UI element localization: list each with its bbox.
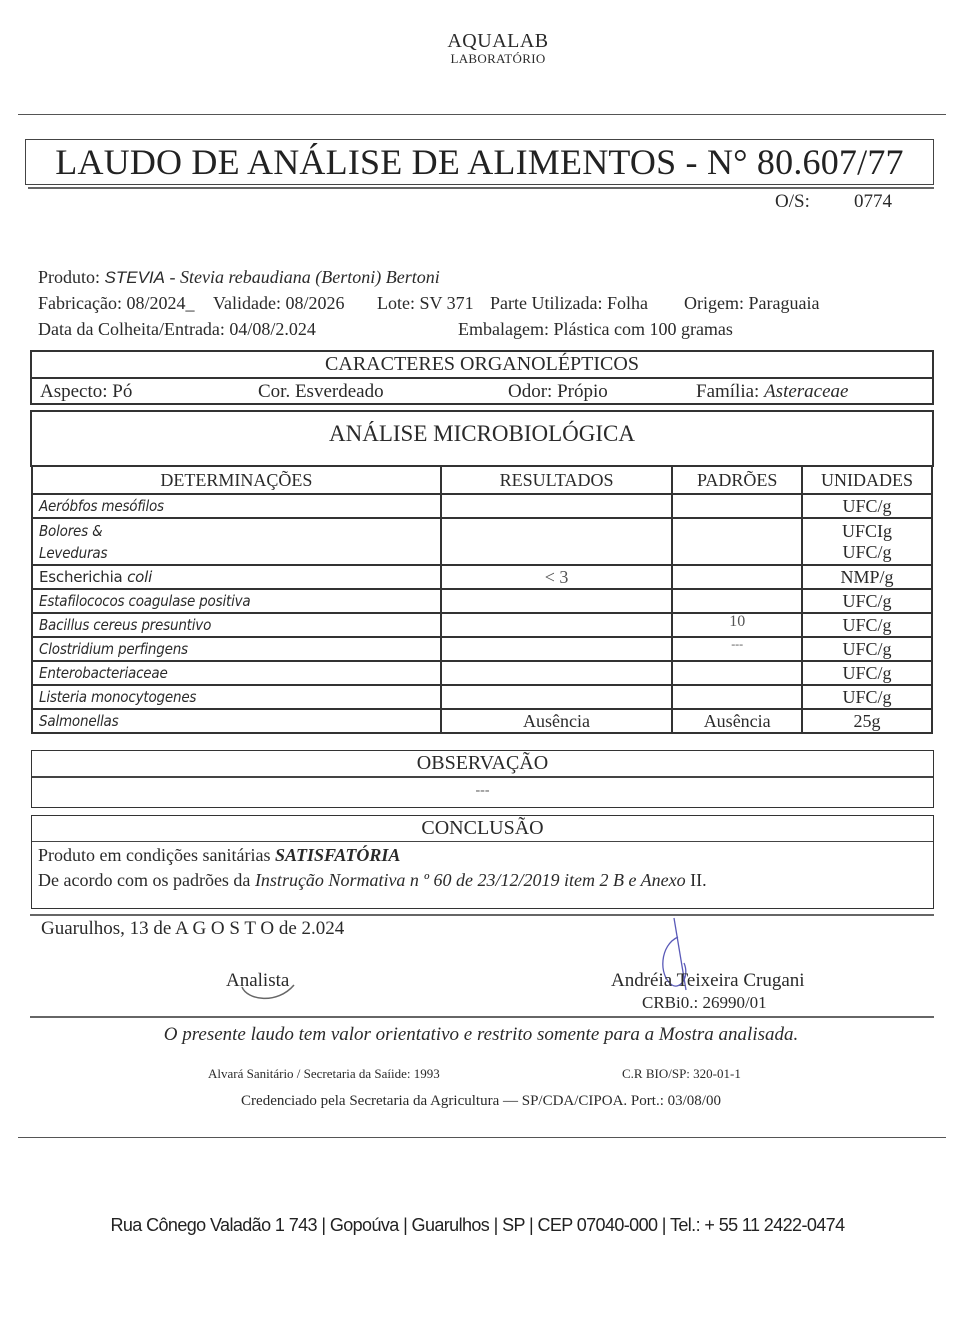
lab-name: AQUALAB xyxy=(447,30,549,52)
determinacao-cell: Enterobacteriaceae xyxy=(32,661,441,685)
conclusao-line-1 xyxy=(32,842,933,868)
place-date: Guarulhos, 13 de A G O S T O de 2.024 xyxy=(41,918,345,939)
determinacao-cell: Bacillus cereus presuntivo xyxy=(32,613,441,637)
column-header-determinacoes: DETERMINAÇÕES xyxy=(32,466,441,494)
column-header-resultados: RESULTADOS xyxy=(441,466,672,494)
table-row xyxy=(32,637,932,661)
padrao-cell xyxy=(672,565,802,589)
conclusao-reference: Instrução Normativa n º 60 de 23/12/2019 item 2 B e Anexo xyxy=(254,870,686,890)
parte-utilizada-field: Parte Utilizada: Folha xyxy=(490,293,648,313)
padrao-cell: Ausência xyxy=(672,709,802,733)
table-row xyxy=(32,661,932,685)
padrao-cell xyxy=(672,494,802,518)
table-row xyxy=(32,518,932,565)
header-divider xyxy=(18,114,946,115)
determinacao-line: Leveduras xyxy=(39,543,108,562)
microbiologica-box xyxy=(30,410,934,467)
resultado-cell xyxy=(441,589,672,613)
resultado-cell xyxy=(441,661,672,685)
table-row xyxy=(32,613,932,637)
determinacao-cell: Listeria monocytogenes xyxy=(32,685,441,709)
unidade-cell: UFC/g xyxy=(802,494,932,518)
unidade-cell: UFC/g xyxy=(802,637,932,661)
column-header-unidades: UNIDADES xyxy=(802,466,932,494)
product-label: Produto: xyxy=(38,267,101,287)
determinacao-cell xyxy=(32,565,441,589)
resultado-cell xyxy=(441,613,672,637)
microbiology-table xyxy=(31,465,933,734)
product-separator: - xyxy=(164,267,180,287)
organolepticos-values xyxy=(32,379,932,405)
title-underline xyxy=(28,187,934,189)
table-row xyxy=(32,709,932,733)
padrao-cell xyxy=(672,661,802,685)
determinacao-cell xyxy=(32,518,441,565)
table-row xyxy=(32,589,932,613)
table-row xyxy=(32,565,932,589)
alvara-sanitario: Alvará Sanitário / Secretaria da Saíide: 1993 xyxy=(208,1066,440,1081)
validade-field: Validade: 08/2026 xyxy=(213,293,345,313)
odor-value: Odor: Própio xyxy=(508,381,608,402)
signature-top-divider xyxy=(30,914,934,916)
unidade-cell: UFC/g xyxy=(802,589,932,613)
unidade-cell: UFC/g xyxy=(802,685,932,709)
padrao-cell: --- xyxy=(672,637,802,661)
conclusao-box xyxy=(31,815,934,909)
table-row xyxy=(32,685,932,709)
os-value: 0774 xyxy=(854,191,892,212)
conclusao-text: De acordo com os padrões da xyxy=(38,870,255,890)
microbiologica-header: ANÁLISE MICROBIOLÓGICA xyxy=(328,421,636,446)
analyst-signature-flourish-icon xyxy=(222,965,302,1005)
conclusao-result: SATISFATÓRIA xyxy=(274,845,401,865)
determinacao-species: coli xyxy=(127,568,153,586)
determinacao-cell: Aeróbfos mesófilos xyxy=(32,494,441,518)
determinacao-cell: Estafilococos coagulase positiva xyxy=(32,589,441,613)
product-name: STEVIA xyxy=(104,268,165,287)
padrao-cell xyxy=(672,589,802,613)
resultado-cell xyxy=(441,518,672,565)
observacao-box xyxy=(31,750,934,808)
signer-name: Andréia Teixeira Crugani xyxy=(611,970,805,991)
unidade-cell: UFC/g xyxy=(802,661,932,685)
os-label: O/S: xyxy=(775,191,810,212)
familia-label: Família: xyxy=(696,381,760,402)
report-title-box xyxy=(25,139,934,185)
embalagem-field: Embalagem: Plástica com 100 gramas xyxy=(458,319,733,339)
credenciado: Credenciado pela Secretaria da Agricultura — SP/CDA/CIPOA. Port.: 03/08/00 xyxy=(241,1093,721,1109)
familia-field xyxy=(696,379,848,405)
familia-value: Asteraceae xyxy=(764,381,849,402)
determinacao-genus: Escherichia xyxy=(39,568,123,586)
determinacao-line: Bolores & xyxy=(39,521,103,540)
observacao-header: OBSERVAÇÃO xyxy=(32,751,933,778)
unidade-line: UFCIg xyxy=(842,520,893,541)
signature-bottom-divider xyxy=(30,1016,934,1018)
disclaimer: O presente laudo tem valor orientativo e restrito somente para a Mostra analisada. xyxy=(163,1024,799,1045)
organolepticos-header: CARACTERES ORGANOLÉPTICOS xyxy=(32,352,932,379)
report-title: LAUDO DE ANÁLISE DE ALIMENTOS - N° 80.607/77 xyxy=(55,142,904,182)
column-header-padroes: PADRÕES xyxy=(672,466,802,494)
determinacao-cell: Clostridium perfingens xyxy=(32,637,441,661)
unidade-cell: 25g xyxy=(802,709,932,733)
resultado-cell: < 3 xyxy=(441,565,672,589)
signer-registry: CRBi0.: 26990/01 xyxy=(642,993,767,1012)
organolepticos-box xyxy=(30,350,934,405)
conclusao-text: II. xyxy=(685,870,707,890)
table-row xyxy=(32,494,932,518)
determinacao-cell: Salmonellas xyxy=(32,709,441,733)
padrao-cell: 10 xyxy=(672,613,802,637)
lab-address: Rua Cônego Valadão 1 743 | Gopoúva | Guarulhos | SP | CEP 07040-000 | Tel.: + 55 11 2422-0474 xyxy=(110,1215,845,1235)
lab-brand xyxy=(0,30,955,66)
conclusao-line-2 xyxy=(32,868,933,892)
footer-divider xyxy=(18,1137,946,1138)
unidade-cell: UFC/g xyxy=(802,613,932,637)
unidade-line: UFC/g xyxy=(842,541,892,562)
conclusao-text: Produto em condições sanitárias xyxy=(38,845,275,865)
unidade-cell: NMP/g xyxy=(802,565,932,589)
product-line xyxy=(38,264,440,291)
crbio-registration: C.R BIO/SP: 320-01-1 xyxy=(622,1066,741,1081)
lab-subtitle: LABORATÓRIO xyxy=(450,51,546,66)
resultado-cell xyxy=(441,685,672,709)
product-scientific-name: Stevia rebaudiana (Bertoni) Bertoni xyxy=(179,267,440,287)
data-colheita-field: Data da Colheita/Entrada: 04/08/2.024 xyxy=(38,319,316,339)
cor-value: Cor. Esverdeado xyxy=(258,381,384,402)
padrao-cell xyxy=(672,518,802,565)
padrao-cell xyxy=(672,685,802,709)
observacao-text: --- xyxy=(475,783,490,798)
table-header-row xyxy=(32,466,932,494)
lote-field: Lote: SV 371 xyxy=(377,293,474,313)
resultado-cell xyxy=(441,637,672,661)
fabricacao-field: Fabricação: 08/2024_ xyxy=(38,293,195,313)
analyst-label: Analista xyxy=(226,970,290,991)
resultado-cell xyxy=(441,494,672,518)
origem-field: Origem: Paraguaia xyxy=(684,293,820,313)
conclusao-header: CONCLUSÃO xyxy=(32,816,933,842)
aspecto-value: Aspecto: Pó xyxy=(40,381,133,402)
unidade-cell xyxy=(802,518,932,565)
resultado-cell: Ausência xyxy=(441,709,672,733)
